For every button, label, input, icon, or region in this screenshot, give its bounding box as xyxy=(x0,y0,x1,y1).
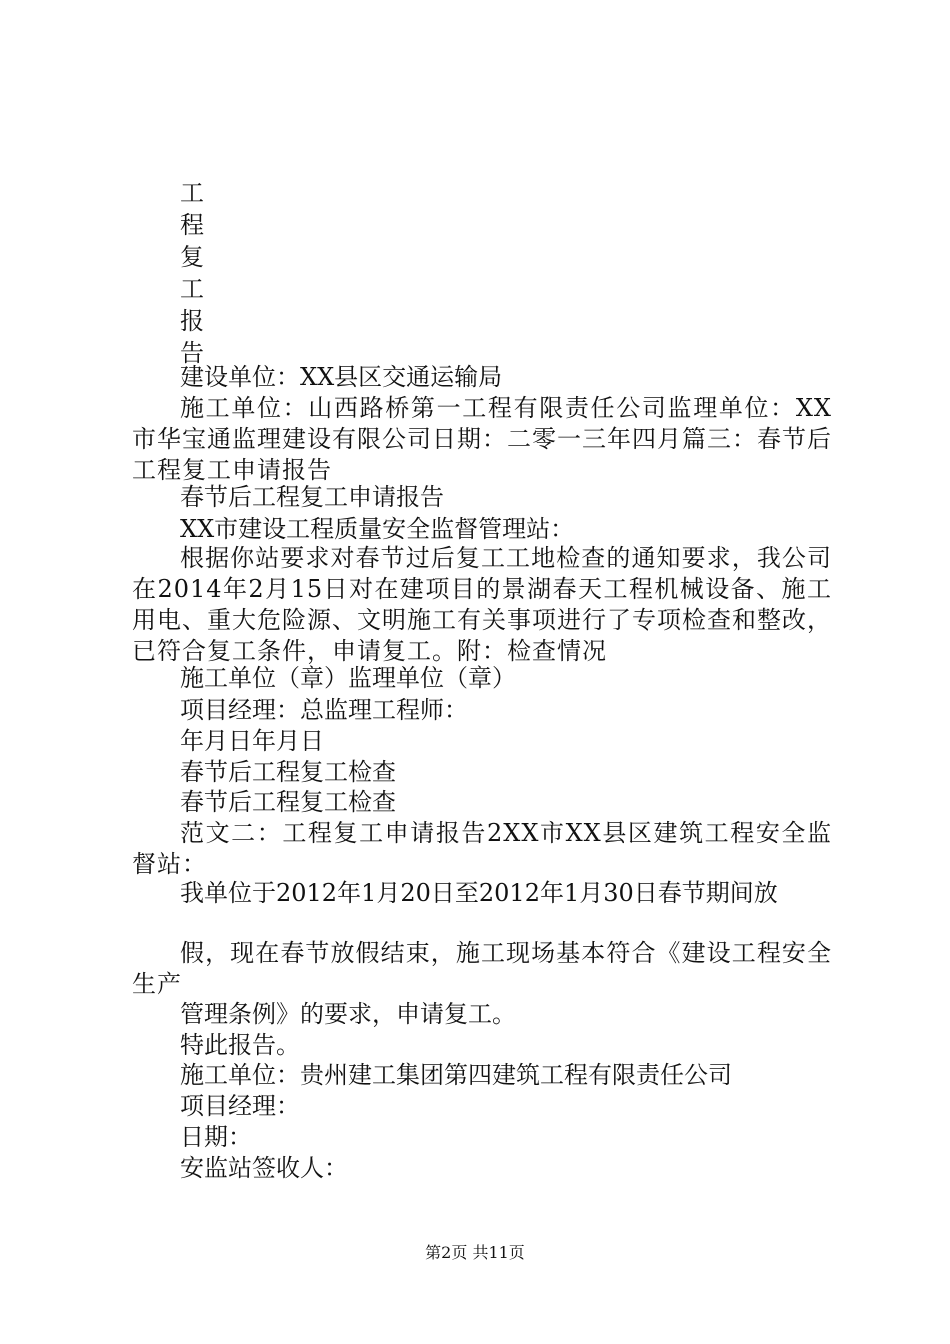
seal-line: 施工单位（章）监理单位（章） xyxy=(180,664,516,692)
holiday-line-2: 假，现在春节放假结束，施工现场基本符合《建设工程安全生产 xyxy=(132,939,832,998)
holiday-line-1: 我单位于2012年1月20日至2012年1月30日春节期间放 xyxy=(180,879,778,907)
title-char-2: 程 xyxy=(180,211,204,239)
title-char-5: 报 xyxy=(180,307,204,335)
regulation-line: 管理条例》的要求，申请复工。 xyxy=(180,1000,516,1028)
manager-line: 项目经理：总监理工程师： xyxy=(180,696,468,724)
construction-paragraph: 施工单位：山西路桥第一工程有限责任公司监理单位：XX市华宝通监理建设有限公司日期：二零一三年四月篇三：春节后工程复工申请报告 xyxy=(132,394,832,484)
title-char-3: 复 xyxy=(180,243,204,271)
signer-line: 安监站签收人： xyxy=(180,1154,348,1182)
date-line: 年月日年月日 xyxy=(180,727,324,755)
sample-paragraph: 范文二：工程复工申请报告2XX市XX县区建筑工程安全监督站： xyxy=(132,819,832,878)
check-line-2: 春节后工程复工检查 xyxy=(180,788,396,816)
date-label-line: 日期： xyxy=(180,1123,252,1151)
construction-unit-line: 施工单位：贵州建工集团第四建筑工程有限责任公司 xyxy=(180,1061,732,1089)
addressee-line: XX市建设工程质量安全监督管理站： xyxy=(180,515,575,543)
page-footer: 第2页 共11页 xyxy=(425,1243,525,1262)
spring-heading: 春节后工程复工申请报告 xyxy=(180,483,444,511)
builder-line: 建设单位：XX县区交通运输局 xyxy=(180,363,503,391)
body-paragraph: 根据你站要求对春节过后复工工地检查的通知要求，我公司在2014年2月15日对在建项目的景湖春天工程机械设备、施工用电、重大危险源、文明施工有关事项进行了专项检查和整改，已符合复工条件，申请复工。附：检查情况 xyxy=(132,544,832,665)
check-line-1: 春节后工程复工检查 xyxy=(180,758,396,786)
title-char-4: 工 xyxy=(180,275,204,303)
title-char-1: 工 xyxy=(180,179,204,207)
title-char-6: 告 xyxy=(180,339,204,367)
project-manager-line: 项目经理： xyxy=(180,1092,300,1120)
special-report-line: 特此报告。 xyxy=(180,1031,300,1059)
